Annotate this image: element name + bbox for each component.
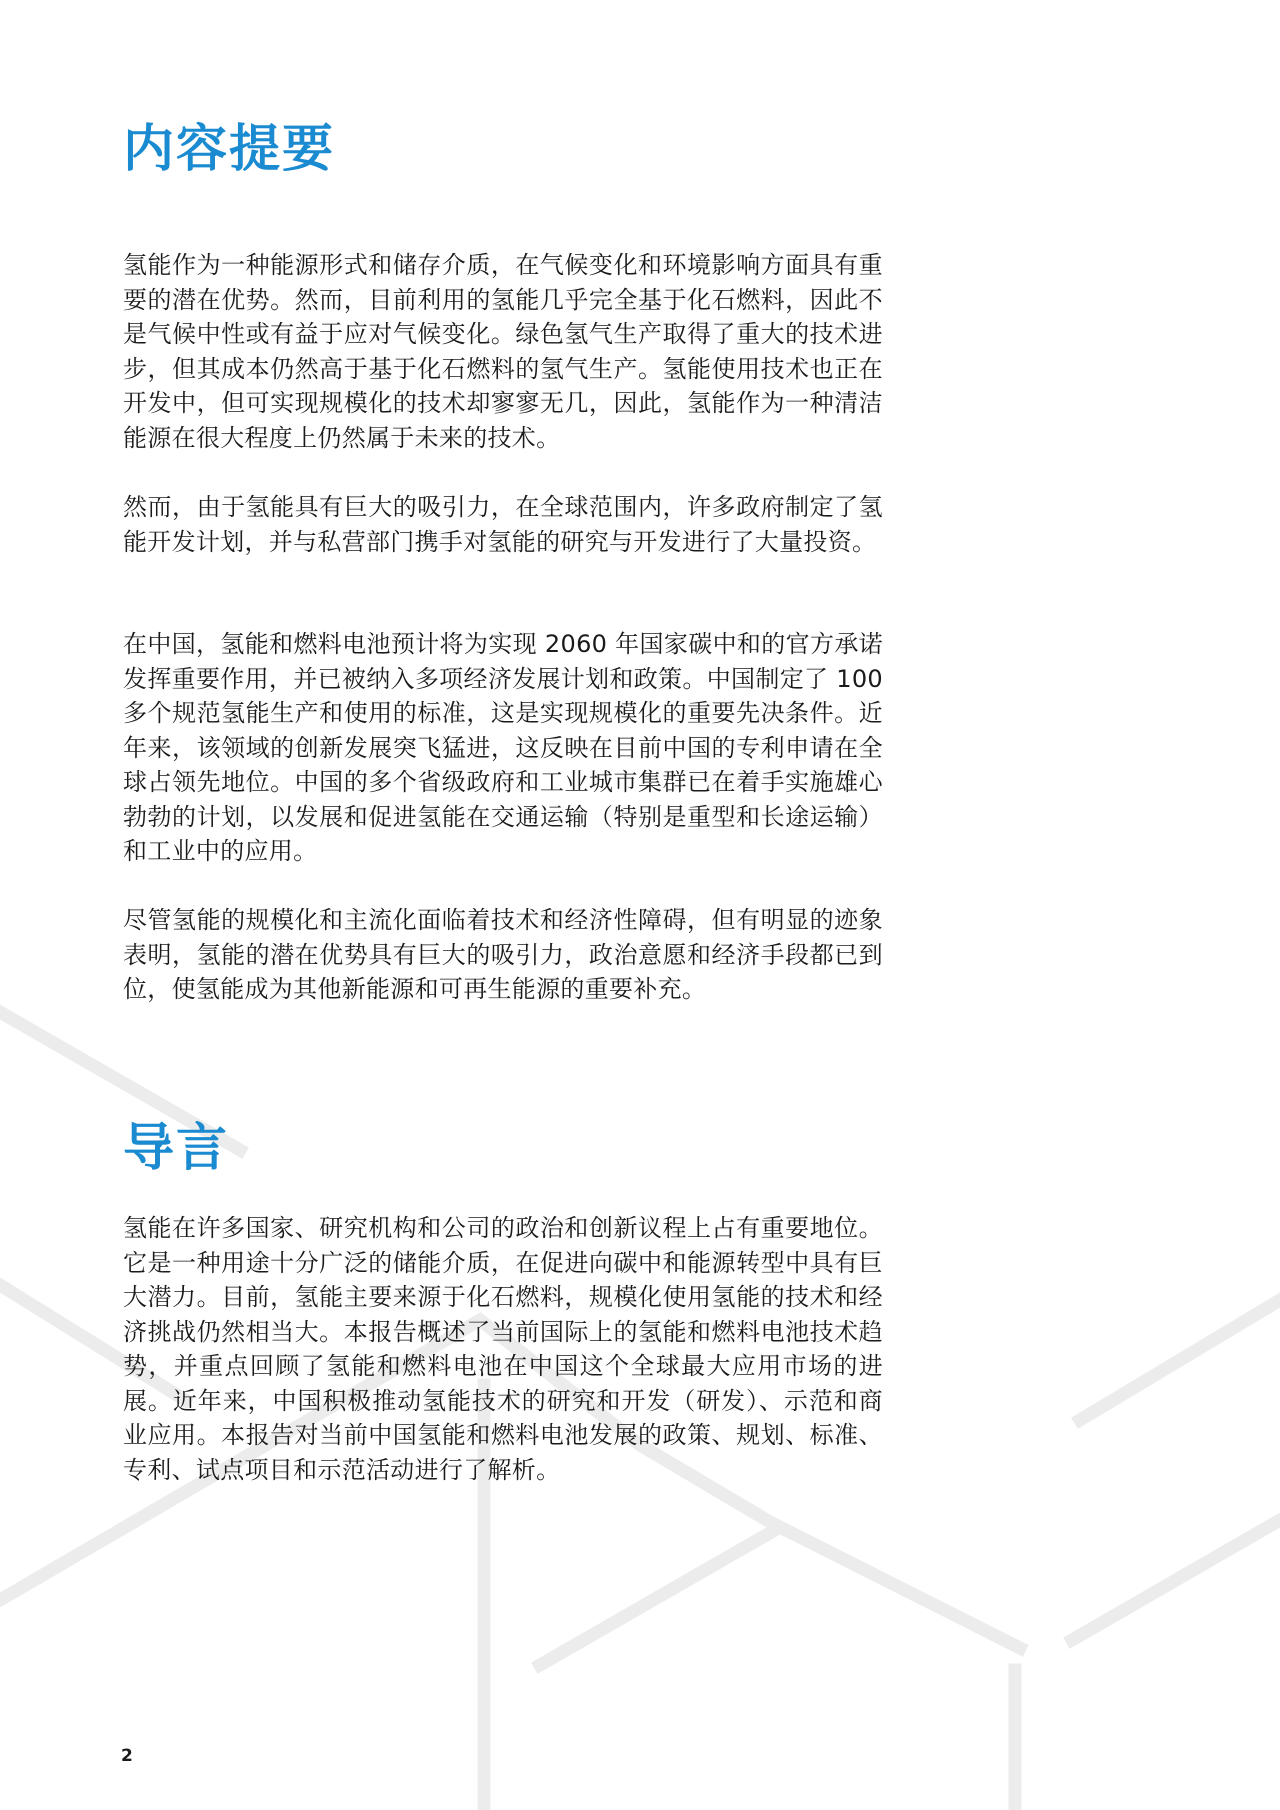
summary-heading: 内容提要 — [123, 120, 336, 179]
summary-paragraph: 尽管氢能的规模化和主流化面临着技术和经济性障碍，但有明显的迹象表明，氢能的潜在优势具有巨大的吸引力，政治意愿和经济手段都已到位，使氢能成为其他新能源和可再生能源的重要补充。 — [123, 906, 883, 1003]
introduction-paragraph: 氢能在许多国家、研究机构和公司的政治和创新议程上占有重要地位。它是一种用途十分广泛的储能介质，在促进向碳中和能源转型中具有巨大潜力。目前，氢能主要来源于化石燃料，规模化使用氢能的技术和经济挑战仍然相当大。本报告概述了当前国际上的氢能和燃料电池技术趋势，并重点回顾了氢能和燃料电池在中国这个全球最大应用市场的进展。近年来，中国积极推动氢能技术的研究和开发（研发）、示范和商业应用。本报告对当前中国氢能和燃料电池发展的政策、规划、标准、专利、试点项目和示范活动进行了解析。 — [123, 1214, 883, 1484]
introduction-heading: 导言 — [123, 1119, 230, 1178]
hexagon-line — [1080, 1300, 1280, 1420]
summary-paragraph: 氢能作为一种能源形式和储存介质，在气候变化和环境影响方面具有重要的潜在优势。然而，目前利用的氢能几乎完全基于化石燃料，因此不是气候中性或有益于应对气候变化。绿色氢气生产取得了重大的技术进步，但其成本仍然高于基于化石燃料的氢气生产。氢能使用技术也正在开发中，但可实现规模化的技术却寥寥无几，因此，氢能作为一种清洁能源在很大程度上仍然属于未来的技术。 — [123, 251, 883, 452]
summary-paragraph: 然而，由于氢能具有巨大的吸引力，在全球范围内，许多政府制定了氢能开发计划，并与私营部门携手对氢能的研究与开发进行了大量投资。 — [123, 493, 883, 556]
hexagon-line — [1072, 1520, 1280, 1640]
page-number: 2 — [121, 1746, 133, 1766]
summary-paragraph: 在中国，氢能和燃料电池预计将为实现 2060 年国家碳中和的官方承诺发挥重要作用，并已被纳入多项经济发展计划和政策。中国制定了 100 多个规范氢能生产和使用的标准，这是实现规模化的重要先决条件。近年来，该领域的创新发展突飞猛进，这反映在目前中国的专利申请在全球占领先地位。中国的多个省级政府和工业城市集群已在着手实施雄心勃勃的计划，以发展和促进氢能在交通运输（特别是重型和长途运输）和工业中的应用。 — [123, 630, 883, 865]
hexagon-line — [540, 1530, 775, 1665]
